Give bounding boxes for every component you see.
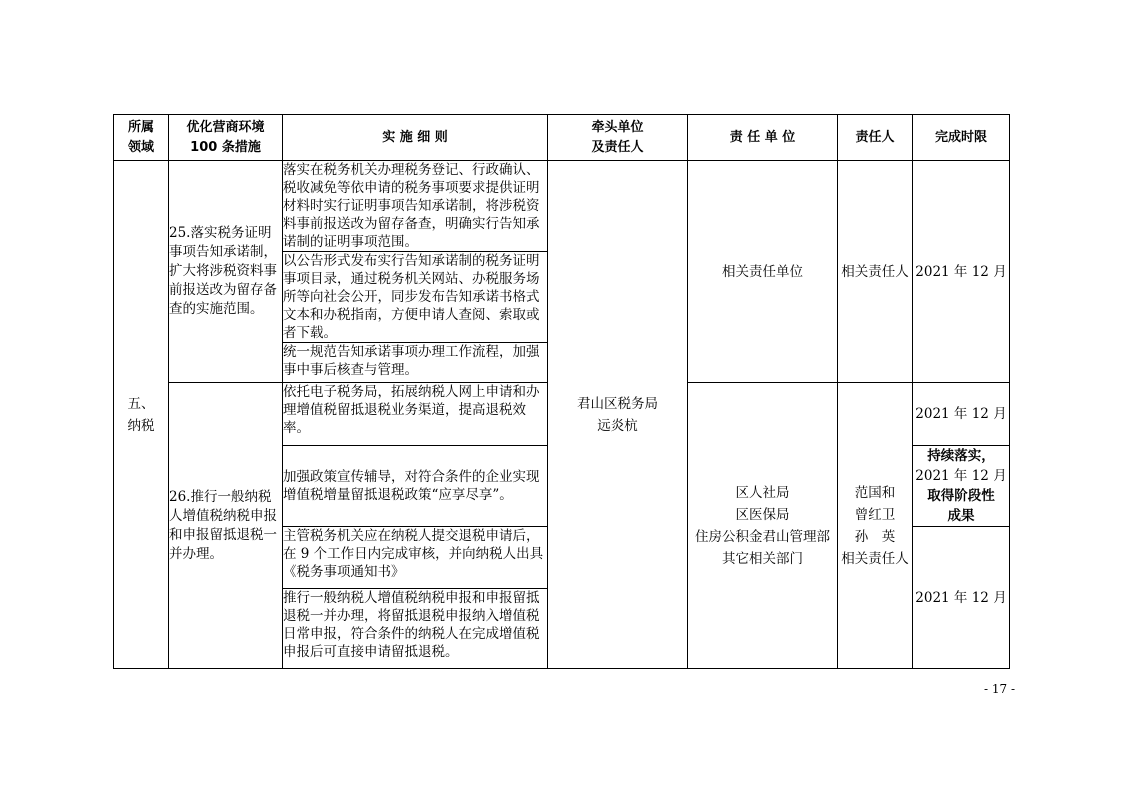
deadline-26-3: 2021 年 12 月 [913,527,1010,669]
header-measures: 优化营商环境 100 条措施 [169,115,283,161]
domain-cell: 五、 纳税 [114,161,169,669]
page-number: - 17 - [984,682,1016,696]
resp-unit-25: 相关责任单位 [688,161,838,383]
header-lead: 牵头单位 及责任人 [548,115,688,161]
resp-person-25: 相关责任人 [838,161,913,383]
header-row [114,115,1010,161]
deadline-26-2: 持续落实， 2021 年 12 月 取得阶段性 成果 [913,446,1010,527]
header-domain: 所属 领域 [114,115,169,161]
resp-unit-26: 区人社局 区医保局 住房公积金君山管理部 其它相关部门 [688,383,838,669]
detail-25-1: 落实在税务机关办理税务登记、行政确认、税收减免等依申请的税务事项要求提供证明材料时实行证明事项告知承诺制，将涉税资料事前报送改为留存备查，明确实行告知承诺制的证明事项范围。 [283,161,548,252]
deadline-25: 2021 年 12 月 [913,161,1010,383]
table-row [114,161,1010,252]
detail-26-1: 依托电子税务局，拓展纳税人网上申请和办理增值税留抵退税业务渠道，提高退税效率。 [283,383,548,446]
measures-table [113,114,1010,669]
measure-25: 25.落实税务证明事项告知承诺制，扩大将涉税资料事前报送改为留存备查的实施范围。 [169,161,283,383]
header-details: 实 施 细 则 [283,115,548,161]
header-deadline: 完成时限 [913,115,1010,161]
detail-26-3: 主管税务机关应在纳税人提交退税申请后，在 9 个工作日内完成审核，并向纳税人出具《税务事项通知书》 [283,527,548,589]
resp-person-26: 范国和 曾红卫 孙 英 相关责任人 [838,383,913,669]
detail-26-2: 加强政策宣传辅导，对符合条件的企业实现增值税增量留抵退税政策“应享尽享”。 [283,446,548,527]
header-resp-person: 责任人 [838,115,913,161]
lead-unit-cell: 君山区税务局 远炎杭 [548,161,688,669]
detail-26-4: 推行一般纳税人增值税纳税申报和申报留抵退税一并办理，将留抵退税申报纳入增值税日常申报，符合条件的纳税人在完成增值税申报后可直接申请留抵退税。 [283,589,548,669]
header-resp-unit: 责 任 单 位 [688,115,838,161]
detail-25-3: 统一规范告知承诺事项办理工作流程，加强事中事后核查与管理。 [283,343,548,383]
deadline-26-1: 2021 年 12 月 [913,383,1010,446]
detail-25-2: 以公告形式发布实行告知承诺制的税务证明事项目录，通过税务机关网站、办税服务场所等向社会公开，同步发布告知承诺书格式文本和办税指南，方便申请人查阅、索取或者下载。 [283,252,548,343]
measure-26: 26.推行一般纳税人增值税纳税申报和申报留抵退税一并办理。 [169,383,283,669]
